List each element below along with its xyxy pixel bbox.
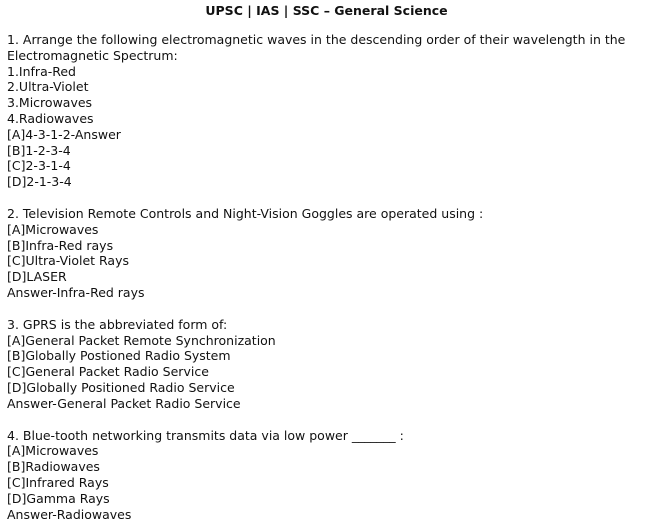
option-c: [C]General Packet Radio Service bbox=[7, 364, 209, 380]
list-item: 1.Infra-Red bbox=[7, 63, 76, 79]
option-b: [B]Radiowaves bbox=[7, 459, 100, 475]
option-c: [C]2-3-1-4 bbox=[7, 158, 71, 174]
question-1 bbox=[7, 32, 657, 190]
page-title: UPSC | IAS | SSC – General Science bbox=[205, 3, 448, 18]
option-a: [A]Microwaves bbox=[7, 221, 99, 237]
option-d: [D]LASER bbox=[7, 269, 67, 285]
question-2 bbox=[7, 206, 657, 301]
option-a: [A]4-3-1-2-Answer bbox=[7, 126, 121, 142]
question-prompt: 2. Television Remote Controls and Night-Vision Goggles are operated using : bbox=[7, 205, 484, 221]
option-b: [B]Globally Postioned Radio System bbox=[7, 348, 231, 364]
option-a: [A]Microwaves bbox=[7, 443, 99, 459]
option-b: [B]Infra-Red rays bbox=[7, 237, 114, 253]
question-prompt: 1. Arrange the following electromagnetic waves in the descending order of their wavelength in the Electromagnetic Spectrum: bbox=[7, 32, 626, 63]
question-prompt: 3. GPRS is the abbreviated form of: bbox=[7, 316, 228, 332]
question-prompt: 4. Blue-tooth networking transmits data via low power _______ : bbox=[7, 427, 404, 443]
option-c: [C]Infrared Rays bbox=[7, 474, 109, 490]
option-d: [D]Globally Positioned Radio Service bbox=[7, 379, 235, 395]
option-b: [B]1-2-3-4 bbox=[7, 142, 71, 158]
option-d: [D]2-1-3-4 bbox=[7, 174, 72, 190]
option-c: [C]Ultra-Violet Rays bbox=[7, 253, 129, 269]
list-item: 3.Microwaves bbox=[7, 95, 93, 111]
answer-line: Answer-Infra-Red rays bbox=[7, 284, 145, 300]
option-d: [D]Gamma Rays bbox=[7, 490, 110, 506]
list-item: 4.Radiowaves bbox=[7, 110, 94, 126]
list-item: 2.Ultra-Violet bbox=[7, 79, 89, 95]
answer-line: Answer-Radiowaves bbox=[7, 506, 132, 522]
question-4 bbox=[7, 428, 657, 523]
option-a: [A]General Packet Remote Synchronization bbox=[7, 332, 276, 348]
answer-line: Answer-General Packet Radio Service bbox=[7, 395, 241, 411]
question-3 bbox=[7, 317, 657, 412]
